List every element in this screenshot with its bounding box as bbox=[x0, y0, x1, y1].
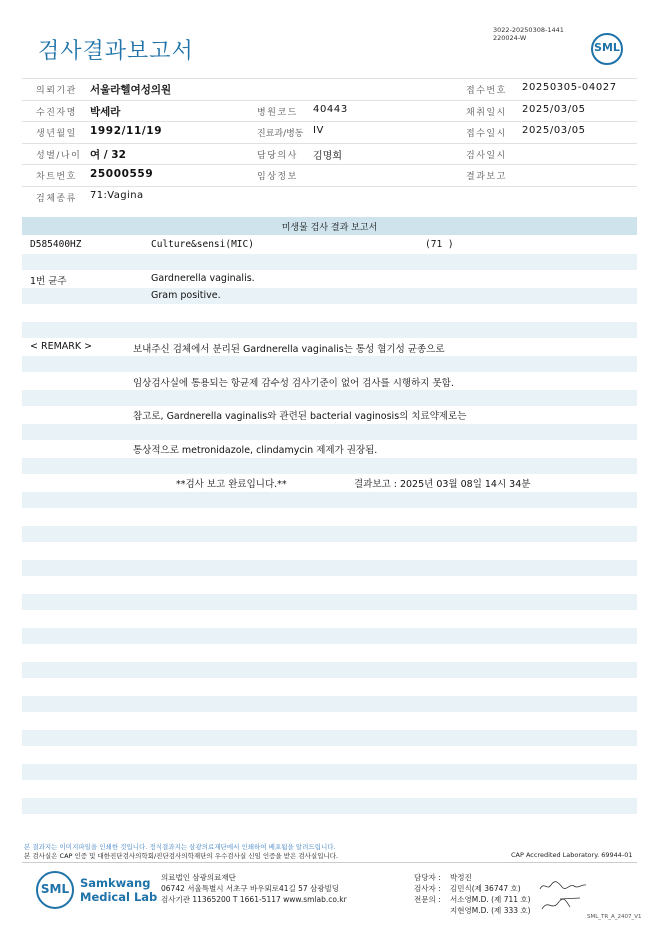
birth-label: 생년월일 bbox=[36, 129, 77, 139]
report-title: 검사결과보고서 bbox=[38, 39, 194, 64]
org-name: 의료법인 삼광의료재단 bbox=[161, 873, 236, 882]
specialist-name-2: 지현영M.D. (제 333 호) bbox=[450, 906, 531, 915]
dept-label: 진료과/병동 bbox=[257, 129, 304, 139]
patient-info-table bbox=[22, 78, 637, 207]
remark-label: < REMARK > bbox=[30, 341, 93, 352]
doctor-label: 담당의사 bbox=[257, 150, 298, 161]
doctor-value: 김명희 bbox=[313, 150, 342, 162]
document-code bbox=[493, 26, 564, 42]
examinee-label: 수진자명 bbox=[36, 107, 77, 118]
collect-date-value: 2025/03/05 bbox=[522, 103, 586, 115]
receipt-no-value: 20250305-04027 bbox=[522, 82, 617, 93]
info-row bbox=[22, 187, 637, 208]
info-row bbox=[22, 144, 637, 166]
remark-line: 임상검사실에 통용되는 항균제 감수성 검사기준이 없어 검사를 시행하지 못함. bbox=[133, 378, 454, 389]
remark-line: 참고로, Gardnerella vaginalis와 관련된 bacterial vaginosis의 치료약제로는 bbox=[133, 411, 467, 422]
receipt-no-label: 접수번호 bbox=[466, 86, 507, 96]
clinical-info-label: 임상정보 bbox=[257, 172, 298, 182]
birth-value: 1992/11/19 bbox=[90, 125, 163, 137]
tester-signature-icon bbox=[538, 879, 588, 893]
stripe-row bbox=[22, 322, 637, 338]
info-row bbox=[22, 78, 637, 101]
organism-label: 1번 균주 bbox=[30, 276, 67, 287]
sml-footer-logo-text: SML bbox=[40, 882, 70, 896]
ward-code-label: 병원코드 bbox=[257, 107, 298, 118]
stripe-row bbox=[22, 662, 637, 678]
org-contact: 검사기관 11365200 T 1661-5117 www.smlab.co.kr bbox=[161, 895, 347, 904]
info-row bbox=[22, 122, 637, 144]
brand-name-line2: Medical Lab bbox=[80, 890, 158, 904]
footer-divider bbox=[22, 862, 637, 863]
image-print-disclaimer: 본 결과지는 이미지파일을 인쇄한 것입니다. 정식결과지는 삼광의료재단에서 인쇄하여 배포됨을 알려드립니다. bbox=[24, 843, 336, 851]
tester-label: 검사자 : bbox=[414, 884, 441, 893]
stripe-row bbox=[22, 356, 637, 372]
ward-code-value: 40443 bbox=[313, 103, 348, 115]
organism-gram: Gram positive. bbox=[151, 290, 221, 301]
document-code-line1: 3022-20250308-1441 bbox=[493, 26, 564, 34]
institution-value: 서울라헬여성의원 bbox=[90, 84, 172, 96]
info-row bbox=[22, 101, 637, 123]
sex-age-value: 여 / 32 bbox=[90, 148, 126, 161]
specimen-value: 71:Vagina bbox=[90, 189, 144, 201]
institution-label: 의뢰기관 bbox=[36, 86, 77, 96]
tester-name: 김민식(제 36747 호) bbox=[450, 884, 521, 893]
stripe-row bbox=[22, 730, 637, 746]
test-code: D585400HZ bbox=[30, 239, 82, 250]
stripe-row bbox=[22, 526, 637, 542]
manager-name: 박정진 bbox=[450, 873, 472, 882]
stripe-row bbox=[22, 254, 637, 270]
stripe-row bbox=[22, 594, 637, 610]
test-date-label: 검사일시 bbox=[466, 150, 507, 161]
stripe-row bbox=[22, 560, 637, 576]
chart-no-label: 차트번호 bbox=[36, 172, 77, 182]
collect-date-label: 채취일시 bbox=[466, 107, 507, 118]
test-name: Culture&sensi(MIC) bbox=[151, 239, 254, 250]
document-code-line2: 220024-W bbox=[493, 34, 527, 42]
stripe-row bbox=[22, 798, 637, 814]
section-title: 미생물 검사 결과 보고서 bbox=[281, 223, 378, 233]
specimen-label: 검체종류 bbox=[36, 193, 77, 204]
specialist-label: 전문의 : bbox=[414, 895, 441, 904]
specialist-name-1: 서소영M.D. (제 711 호) bbox=[450, 895, 531, 904]
stripe-row bbox=[22, 696, 637, 712]
report-time: 결과보고 : 2025년 03월 08일 14시 34분 bbox=[354, 479, 531, 490]
cap-accreditation: CAP Accredited Laboratory. 69944-01 bbox=[511, 851, 633, 859]
info-row bbox=[22, 165, 637, 187]
brand-name-line1: Samkwang bbox=[80, 876, 151, 890]
stripe-row bbox=[22, 390, 637, 406]
stripe-row bbox=[22, 458, 637, 474]
manager-label: 담당자 : bbox=[414, 873, 441, 882]
chart-no-value: 25000559 bbox=[90, 168, 154, 180]
dept-value: IV bbox=[313, 125, 324, 136]
specialist-signature-icon bbox=[540, 895, 584, 913]
stripe-row bbox=[22, 492, 637, 508]
stripe-row bbox=[22, 424, 637, 440]
org-address: 06742 서울특별시 서초구 바우뫼로41길 57 삼광빌딩 bbox=[161, 884, 340, 893]
remark-line: 보내주신 검체에서 분리된 Gardnerella vaginalis는 통성 혐기성 균종으로 bbox=[133, 344, 445, 355]
receipt-date-value: 2025/03/05 bbox=[522, 125, 586, 136]
remark-line: 통상적으로 metronidazole, clindamycin 제제가 권장됨. bbox=[133, 445, 378, 456]
completion-message: **검사 보고 완료입니다.** bbox=[176, 479, 287, 490]
receipt-date-label: 접수일시 bbox=[466, 129, 507, 139]
sex-age-label: 성별/나이 bbox=[36, 150, 82, 161]
stripe-row bbox=[22, 764, 637, 780]
stripe-row bbox=[22, 628, 637, 644]
test-value: (71 ) bbox=[425, 239, 454, 250]
stripe-row bbox=[22, 288, 637, 304]
organism-name: Gardnerella vaginalis. bbox=[151, 273, 255, 284]
sml-logo-text: SML bbox=[594, 41, 620, 54]
certification-disclaimer: 본 검사실은 CAP 인증 및 대한진단검사의학회/진단검사의학재단의 우수검사실 신임 인증을 받은 검사실입니다. bbox=[24, 852, 339, 860]
result-report-label: 결과보고 bbox=[466, 172, 507, 182]
form-code: SML_TR_A_2407_V1 bbox=[587, 914, 642, 920]
examinee-value: 박세라 bbox=[90, 105, 121, 118]
